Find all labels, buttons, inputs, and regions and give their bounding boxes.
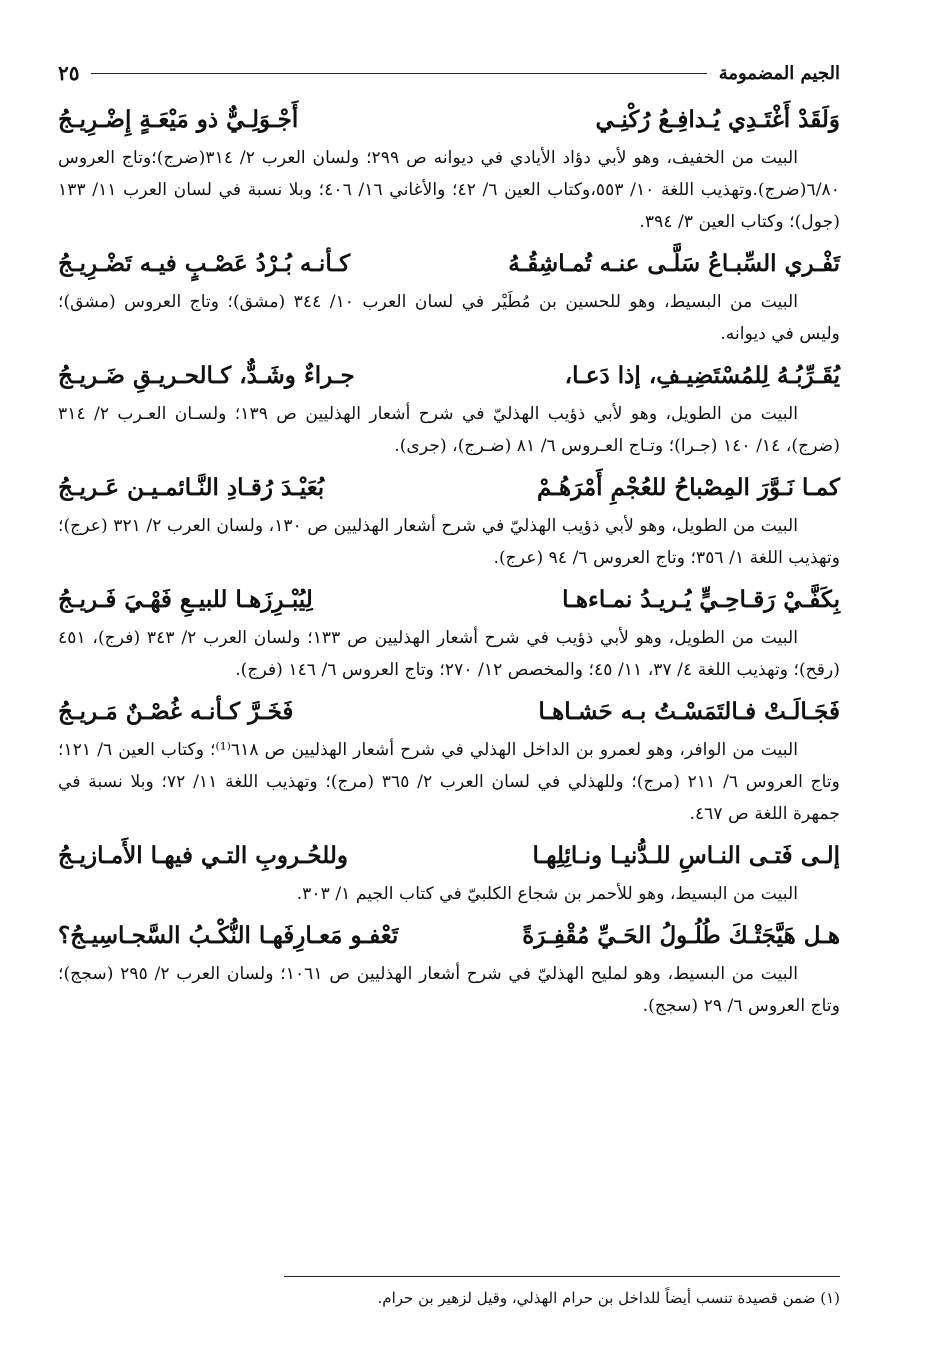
book-page (58, 52, 840, 1338)
verse-line (58, 466, 840, 510)
verse-entry (58, 98, 840, 238)
verse-first-hemistich: يُقَـرِّبُـهُ لِلمُسْتَضِيـفِ، إذا دَعـا، (564, 362, 840, 389)
verse-commentary: البيت من الطويل، وهو لأبي ذؤيب الهذليّ في شرح أشعار الهذليين ص ١٣٩؛ ولسـان العـرب ٢/ ٣١٤ (ضرج)، ١٤/ ١٤٠ (جـرا)؛ وتـاج العـروس ٦/ ٨١ (ضـرج)، (جرى). (58, 404, 840, 456)
verse-entry (58, 690, 840, 830)
verse-commentary: البيت من الطويل، وهو لأبي ذؤيب الهذليّ في شرح أشعار الهذليين ص ١٣٠، ولسان العرب ٢/ ٣٢١ (عرج)؛ وتهذيب اللغة ١/ ٣٥٦؛ وتاج العروس ٦/ ٩٤ (عرج). (58, 516, 840, 568)
header-rule (91, 73, 706, 74)
verse-first-hemistich: فَجَـالَـتْ فـالتَمَسْـتُ بـه حَشـاهـا (538, 698, 840, 725)
verse-line (58, 578, 840, 622)
verse-first-hemistich: تَفْـري السِّبـاعُ سَلَّـى عنـه تُمـاشِقُـهُ (508, 250, 840, 277)
verse-first-hemistich: بِكَفَّـيْ رَقـاحِـيٍّ يُـريـدُ نمـاءهـا (562, 586, 840, 613)
verse-second-hemistich: جـراءٌ وشَـدٌّ، كـالحـريـقِ ضَـريـجُ (58, 362, 355, 389)
verse-entry (58, 834, 840, 910)
verse-entry (58, 242, 840, 350)
verse-line (58, 834, 840, 878)
verse-first-hemistich: هـل هَيَّجَتْـكَ طُلُـولُ الحَـيِّ مُقْفِـرَةً (522, 922, 840, 949)
running-header (58, 52, 840, 94)
verse-commentary: البيت من الوافر، وهو لعمرو بن الداخل الهذلي في شرح أشعار الهذليين ص ٦١٨⁽¹⁾؛ وكتاب العين ٦/ ١٢١؛ وتاج العروس ٦/ ٢١١ (مرج)؛ وللهذلي في لسان العرب ٢/ ٣٦٥ (مرج)؛ وتهذيب اللغة ١١/ ٧٢؛ وبلا نسبة في جمهرة اللغة ص ٤٦٧. (58, 740, 840, 824)
verse-line (58, 354, 840, 398)
verse-second-hemistich: كـأنـه بُـرْدُ عَصْـبٍ فيـه تَضْـرِيـجُ (58, 250, 351, 277)
verse-first-hemistich: إلـى فَتـى النـاسِ للـدُّنيـا ونـائِلِهـا (532, 842, 840, 869)
verse-second-hemistich: وللحُـروبِ التـي فيهـا الأَمـازيـجُ (58, 842, 348, 869)
verse-commentary: البيت من البسيط، وهو للحسين بن مُطَيْر في لسان العرب ١٠/ ٣٤٤ (مشق)؛ وتاج العروس (مشق)؛ وليس في ديوانه. (58, 292, 840, 344)
footnote: (١) ضمن قصيدة تنسب أيضاً للداخل بن حرام الهذلي، وقيل لزهير بن حرام. (377, 1289, 840, 1307)
verse-first-hemistich: كمـا نَـوَّرَ المِصْباحُ للعُجْمِ أَمْرَهُـمْ (536, 474, 840, 501)
verse-commentary: البيت من البسيط، وهو للأحمر بن شجاع الكلبيّ في كتاب الجيم ١/ ٣٠٣. (296, 884, 798, 904)
verse-line (58, 914, 840, 958)
verse-entry (58, 578, 840, 686)
chapter-title: الجيم المضمومة (718, 62, 840, 84)
verse-second-hemistich: تَعْفـو مَعـارِفَهـا النُّكْـبُ السَّجـاسِيـجُ؟ (58, 922, 399, 949)
verse-second-hemistich: فَخَـرَّ كـأنـه غُصْـنٌ مَـريـجُ (58, 698, 294, 725)
verse-line (58, 690, 840, 734)
verse-entry (58, 914, 840, 1022)
verse-first-hemistich: وَلَقَدْ أَغْتَـدِي يُـدافِـعُ رُكْنِـي (595, 106, 840, 133)
verse-commentary: البيت من البسيط، وهو لمليح الهذليّ في شرح أشعار الهذليين ص ١٠٦١؛ ولسان العرب ٢/ ٢٩٥ (سجج)؛ وتاج العروس ٦/ ٢٩ (سجج). (58, 964, 840, 1016)
verse-line (58, 98, 840, 142)
verse-second-hemistich: أَجْـوَلِـيٌّ ذو مَيْعَـةٍ إِضْـرِيـجُ (58, 106, 299, 133)
verse-commentary: البيت من الطويل، وهو لأبي ذؤيب في شرح أشعار الهذليين ص ١٣٣؛ ولسان العرب ٢/ ٣٤٣ (فرج)، ٤٥١ (رقح)؛ وتهذيب اللغة ٤/ ٣٧، ١١/ ٤٥؛ والمخصص ١٢/ ٢٧٠؛ وتاج العروس ٦/ ١٤٦ (فرج). (58, 628, 840, 680)
verse-line (58, 242, 840, 286)
verse-commentary: البيت من الخفيف، وهو لأبي دؤاد الأيادي في ديوانه ص ٢٩٩؛ ولسان العرب ٢/ ٣١٤(ضرج)؛وتاج العروس ٦/٨٠(ضرج).وتهذيب اللغة ١٠/ ٥٥٣،وكتاب العين ٦/ ٤٢؛ والأغاني ١٦/ ٤٠٦؛ وبلا نسبة في لسان العرب ١١/ ١٣٣ (جول)؛ وكتاب العين ٣/ ٣٩٤. (58, 148, 840, 232)
footnote-rule (284, 1276, 840, 1277)
page-number: ٢٥ (58, 61, 80, 85)
verse-entry (58, 466, 840, 574)
verse-entry (58, 354, 840, 462)
verse-second-hemistich: بُعَيْـدَ رُقـادِ النَّـائمـيـن عَـريـجُ (58, 474, 325, 501)
verse-second-hemistich: لِيُبْـرِزَهـا للبيـعِ فَهْـيَ فَـريـجُ (58, 586, 313, 613)
